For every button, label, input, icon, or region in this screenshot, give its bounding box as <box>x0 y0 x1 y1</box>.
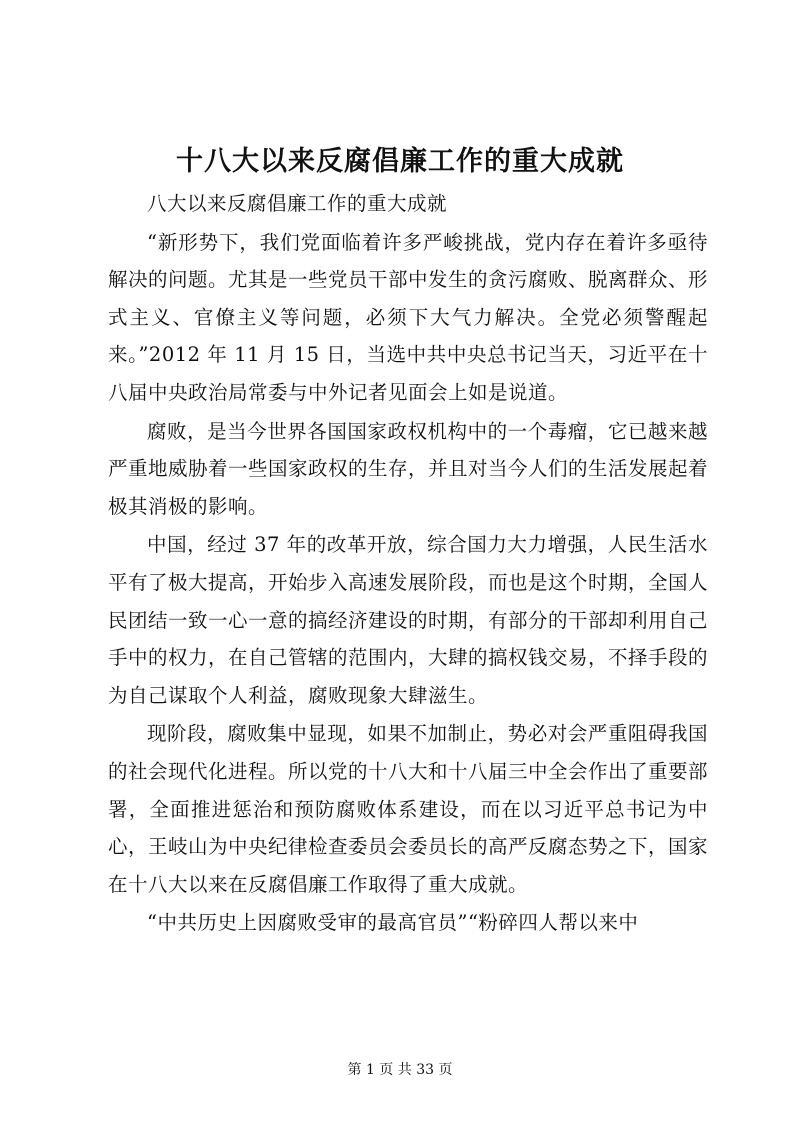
paragraph-3: 腐败，是当今世界各国国家政权机构中的一个毒瘤，它已越来越严重地威胁着一些国家政权的生存，并且对当今人们的生活发展起着极其消极的影响。 <box>108 419 709 518</box>
paragraph-2: “新形势下，我们党面临着许多严峻挑战，党内存在着许多亟待解决的问题。尤其是一些党员干部中发生的贪污腐败、脱离群众、形式主义、官僚主义等问题，必须下大气力解决。全党必须警醒起来。”2012 年 11 月 15 日，当选中共中央总书记当天，习近平在十八届中央政治局常委与中外记者见面会上如是说道。 <box>108 230 709 404</box>
page-number-footer: 第 1 页 共 33 页 <box>347 1062 453 1078</box>
document-body <box>108 185 708 943</box>
paragraph-4: 中国，经过 37 年的改革开放，综合国力大力增强，人民生活水平有了极大提高，开始步入高速发展阶段，而也是这个时期，全国人民团结一致一心一意的搞经济建设的时期，有部分的干部却利用自己手中的权力，在自己管辖的范围内，大肆的搞权钱交易，不择手段的为自己谋取个人利益，腐败现象大肆滋生。 <box>108 533 709 707</box>
paragraph-5: 现阶段，腐败集中显现，如果不加制止，势必对会严重阻碍我国的社会现代化进程。所以党的十八大和十八届三中全会作出了重要部署，全面推进惩治和预防腐败体系建设，而在以习近平总书记为中心，王岐山为中央纪律检查委员会委员长的高严反腐态势之下，国家在十八大以来在反腐倡廉工作取得了重大成就。 <box>108 722 709 896</box>
document-title: 十八大以来反腐倡廉工作的重大成就 <box>176 146 624 177</box>
paragraph-6: “中共历史上因腐败受审的最高官员”“粉碎四人帮以来中 <box>147 911 639 935</box>
paragraph-1: 八大以来反腐倡廉工作的重大成就 <box>147 192 448 215</box>
